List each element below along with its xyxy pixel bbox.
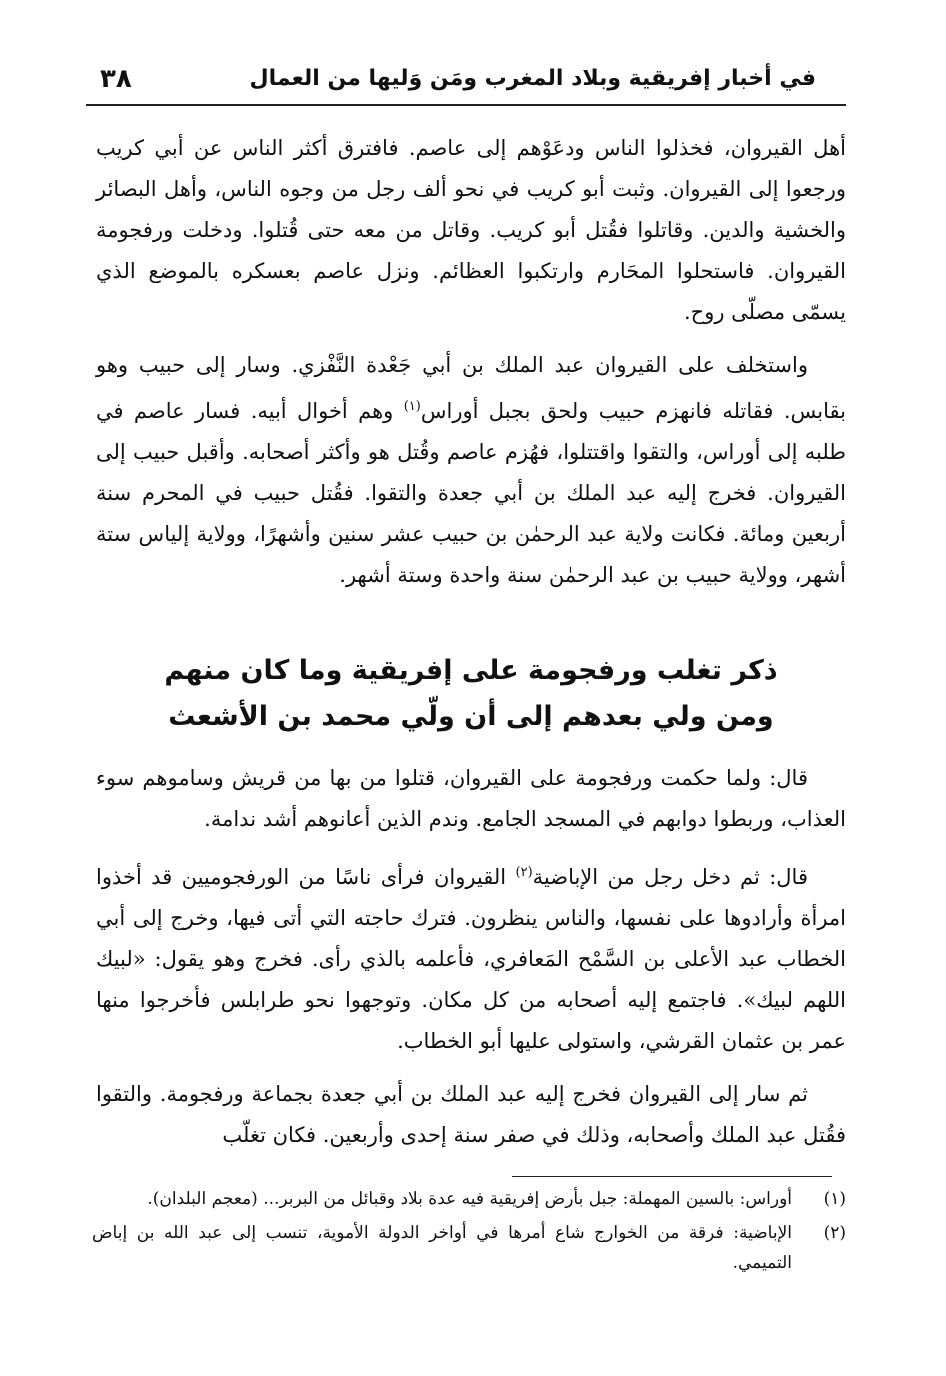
paragraph-4: [96, 852, 846, 1062]
footnotes: [92, 1184, 846, 1282]
footnote-text: الإباضية: فرقة من الخوارج شاع أمرها في أواخر الدولة الأموية، تنسب إلى عبد الله بن إباض التميمي.: [92, 1223, 792, 1273]
page-number: ٣٨: [100, 64, 132, 94]
running-header: [86, 62, 846, 106]
paragraph-4-part-b: القيروان فرأى ناسًا من الورفجوميين قد أخذوا امرأة وأرادوها على نفسها، والناس ينظرون. فترك حاجته التي أتى فيها، وخرج إلى أبي الخطاب عبد الأعلى بن السَّمْح المَعافري، فأعلمه بالذي رأى. فخرج وهو يقول: «لبيك اللهم لبيك». فاجتمع إليه أصحابه من كل مكان. وتوجهوا نحو طرابلس فأخرجوا منها عمر بن عثمان القرشي، واستولى عليها أبو الخطاب.: [96, 865, 846, 1053]
body-text-bottom: [96, 758, 846, 1168]
footnote-ref-1[interactable]: (١): [403, 399, 421, 414]
section-heading-line-2: ومن ولي بعدهم إلى أن ولّي محمد بن الأشعث: [168, 701, 774, 732]
footnote-1: [92, 1184, 846, 1214]
paragraph-4-part-a: قال: ثم دخل رجل من الإباضية: [532, 865, 808, 889]
paragraph-1: أهل القيروان، فخذلوا الناس ودعَوْهم إلى عاصم. فافترق أكثر الناس عن أبي كريب ورجعوا إلى القيروان. وثبت أبو كريب في نحو ألف رجل من وجوه الناس، وأهل البصائر والخشية والدين. وقاتلوا فقُتل أبو كريب. وقاتل من معه حتى قُتلوا. ودخلت ورفجومة القيروان. فاستحلوا المحَارم وارتكبوا العظائم. ونزل عاصم بعسكره بالموضع الذي يسمّى مصلّى روح.: [96, 136, 846, 324]
paragraph-2-part-b: وهم أخوال أبيه. فسار عاصم في طلبه إلى أوراس، والتقوا واقتتلوا، فهُزم عاصم وقُتل هو وأكثر أصحابه. وأقبل حبيب إلى القيروان. فخرج إليه عبد الملك بن أبي جعدة والتقوا. فقُتل حبيب في المحرم سنة أربعين ومائة. فكانت ولاية عبد الرحمٰن بن حبيب عشر سنين وأشهرًا، وولاية إلياس ستة أشهر، وولاية حبيب بن عبد الرحمٰن سنة واحدة وستة أشهر.: [96, 399, 846, 587]
footnote-ref-2[interactable]: (٢): [515, 865, 533, 880]
running-title: في أخبار إفريقية وبلاد المغرب ومَن وَليها من العمال: [249, 66, 816, 91]
header-rule: [86, 104, 846, 106]
body-text-top: [96, 128, 846, 608]
section-heading: [96, 648, 846, 740]
footnote-divider: [512, 1176, 832, 1177]
section-heading-line-1: ذكر تغلب ورفجومة على إفريقية وما كان منهم: [164, 655, 778, 686]
footnote-text: أوراس: بالسين المهملة: جبل بأرض إفريقية فيه عدة بلاد وقبائل من البربر... (معجم البلدان).: [147, 1189, 792, 1209]
paragraph-2-part-a: واستخلف على القيروان عبد الملك بن أبي جَعْدة النَّفْزي. وسار إلى حبيب وهو بقابس. فقاتله فانهزم حبيب ولحق بجبل أوراس: [96, 353, 846, 423]
paragraph-3: قال: ولما حكمت ورفجومة على القيروان، قتلوا من بها من قريش وساموهم سوء العذاب، وربطوا دوابهم في المسجد الجامع. وندم الذين أعانوهم أشد ندامة.: [96, 766, 846, 831]
footnote-number: (٢): [823, 1223, 846, 1243]
paragraph-5: ثم سار إلى القيروان فخرج إليه عبد الملك بن أبي جعدة بجماعة ورفجومة. والتقوا فقُتل عبد الملك وأصحابه، وذلك في صفر سنة إحدى وأربعين. فكان تغلّب: [96, 1082, 846, 1147]
paragraph-2: [96, 345, 846, 596]
footnote-2: [92, 1218, 846, 1278]
footnote-number: (١): [823, 1189, 846, 1209]
